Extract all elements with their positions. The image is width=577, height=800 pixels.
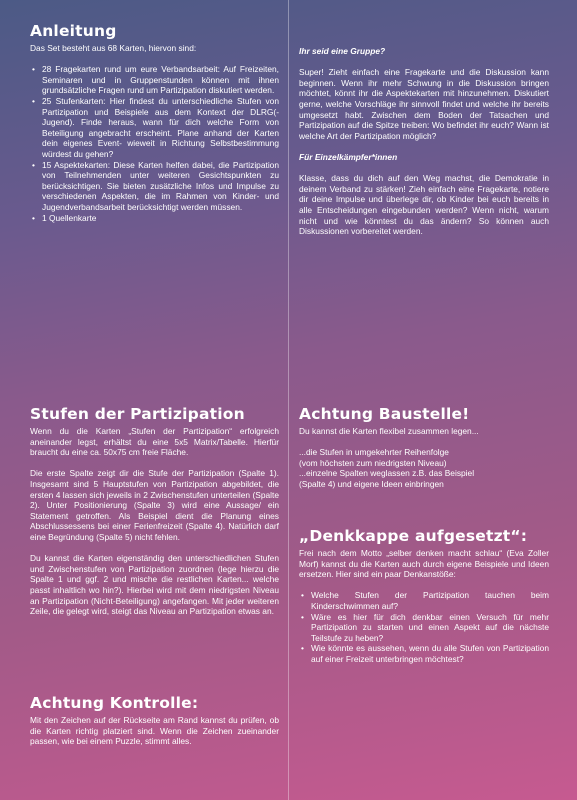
baustelle-line: (Spalte 4) und eigene Ideen einbringen [299, 478, 444, 489]
stufen-title: Stufen der Partizipation [30, 405, 245, 423]
section-kontrolle [30, 694, 279, 747]
list-item: • Welche Stufen der Partizipation tauchen beim Kinderschwimmen auf? [299, 590, 549, 611]
list-item: • 15 Aspektekarten: Diese Karten helfen dabei, die Partizipation von Teilnehmenden unter weiteren Gesichtspunkten zu berücksichtigen. Sie bieten zusätzliche Infos und Impulse zu verschiedenen Aspekten, die im Rahmen von Kinder- und Jugendverbandsarbeit berücksichtigt werden müssen. [30, 160, 279, 213]
denkkappe-list [299, 590, 549, 664]
baustelle-title: Achtung Baustelle! [299, 405, 470, 423]
list-item: • 1 Quellenkarte [30, 213, 279, 224]
list-item: • 25 Stufenkarten: Hier findest du unterschiedliche Stufen von Partizipation und Beispiele aus dem Kontext der DLRG(-Jugend). Finde heraus, wann für dich welche Form von Beteiligung angebracht erscheint. Plane anhand der Karten dein eigenes Event- wieweit in Richtung Selbstbestimmung würdest du gehen? [30, 96, 279, 160]
gruppe-text: Super! Zieht einfach eine Fragekarte und die Diskussion kann beginnen. Wenn ihr mehr Schwung in die Diskussion bringen möchtet, könnt ihr die Aspektekarten mit hinzunehmen. Diskutiert gerne, welche Vorschläge ihr sinnvoll findet und welche ihr bereits umgesetzt habt. Zwischen dem Boden der Tatsachen und Partizipation auf die Spitze treiben: Wo befindet ihr euch? Wann ist welche Art der Partizipation möglich? [299, 67, 549, 141]
gruppe-subtitle: Ihr seid eine Gruppe? [299, 46, 386, 56]
list-item: • 28 Fragekarten rund um eure Verbandsarbeit: Auf Freizeiten, Seminaren und in Gruppenstunden können mit ihnen grundsätzliche Fragen rund um Partizipation diskutiert werden. [30, 64, 279, 96]
einzel-subtitle: Für Einzelkämpfer*innen [299, 151, 398, 162]
stufen-p1: Wenn du die Karten „Stufen der Partizipation“ erfolgreich aneinander legst, erhältst du eine 5x5 Matrix/Tabelle. Hierfür braucht du eine ca. 50x75 cm freie Fläche. [30, 426, 279, 458]
anleitung-title: Anleitung [30, 22, 117, 40]
kontrolle-title: Achtung Kontrolle: [30, 694, 199, 712]
einzel-text: Klasse, dass du dich auf den Weg machst, die Demokratie in deinem Verband zu stärken! Zieh einfach eine Fragekarte, notiere dir deine Impulse und überlege dir, ob Kinder bei euch bereits in alle Entscheidungen eingebunden werden? Wenn nicht, warum nicht und wie könntest du das ändern? So können auch Diskussionen vorbereitet werden. [299, 173, 549, 237]
stufen-p3: Du kannst die Karten eigenständig den unterschiedlichen Stufen und Zwischenstufen von Partizipation zuordnen (lege hierzu die Spalte 1 und ggf. 2 und mische die restlichen Karten... welche passt inhaltlich wo hin?). Hierbei wird mit dem niedrigsten Niveau an Partizipation (Nicht-Beteiligung) angefangen. Mit jeder weiteren Zeile, die gelegt wird, steigt das Niveau an Partizipation etwas an. [30, 553, 279, 617]
anleitung-intro: Das Set besteht aus 68 Karten, hiervon sind: [30, 43, 197, 53]
denkkappe-title: „Denkkappe aufgesetzt“: [299, 527, 528, 545]
list-item: • Wie könnte es aussehen, wenn du alle Stufen von Partizipation auf einer Freizeit unterbringen möchtest? [299, 643, 549, 664]
denkkappe-intro: Frei nach dem Motto „selber denken macht schlau“ (Eva Zoller Morf) kannst du die Karten auch durch eigene Beispiele und Ideen ersetzen. Hier sind ein paar Denkanstöße: [299, 548, 549, 580]
baustelle-line: ...einzelne Spalten weglassen z.B. das Beispiel [299, 468, 475, 479]
section-gruppe [299, 46, 549, 237]
anleitung-list [30, 64, 279, 223]
stufen-p2: Die erste Spalte zeigt dir die Stufe der Partizipation (Spalte 1). Insgesamt sind 5 Hauptstufen von Partizipation abgebildet, die ersten 4 lassen sich jeweils in 2 Zwischenstufen unterteilen (Spalte 2). Unter Positionierung (Spalte 3) wird eine Aussage/ ein Statement getroffen. Als Beispiel dient die Planung eines Abschlussessens bei einer Ferienfreizeit (Spalte 4). Natürlich darf eine Begründung (Spalte 5) nicht fehlen. [30, 468, 279, 542]
section-anleitung [30, 22, 279, 223]
baustelle-intro: Du kannst die Karten flexibel zusammen legen... [299, 426, 479, 436]
section-baustelle [299, 405, 549, 490]
section-stufen [30, 405, 279, 617]
section-denkkappe [299, 527, 549, 665]
baustelle-line: ...die Stufen in umgekehrter Reihenfolge [299, 447, 449, 458]
list-item: • Wäre es hier für dich denkbar einen Versuch für mehr Partizipation zu starten und einen Aspekt auf die nächste Teilstufe zu heben? [299, 612, 549, 644]
baustelle-line: (vom höchsten zum niedrigsten Niveau) [299, 457, 447, 468]
fold-line [288, 0, 289, 800]
kontrolle-text: Mit den Zeichen auf der Rückseite am Rand kannst du prüfen, ob die Karten richtig platziert sind. Wenn die Zeichen zueinander passen, wie bei einem Puzzle, stimmt alles. [30, 715, 279, 747]
